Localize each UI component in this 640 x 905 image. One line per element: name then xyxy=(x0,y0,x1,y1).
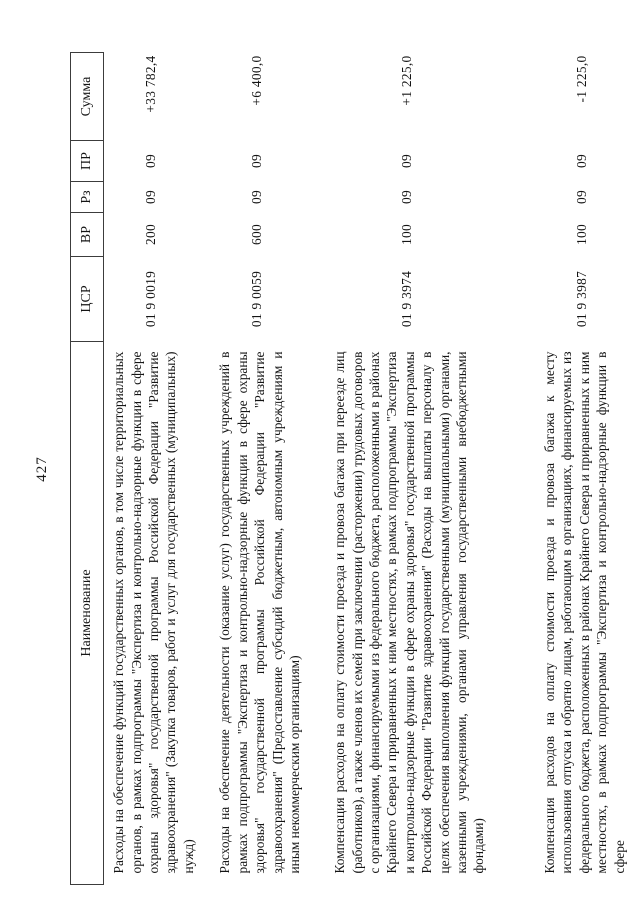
csr-cell: 01 9 0059 xyxy=(249,270,264,328)
csr-cell: 01 9 3974 xyxy=(398,270,414,328)
pr-cell: 09 xyxy=(398,154,414,168)
name-cell: Расходы на обеспечение функций государственных органов, в том числе территориальных органов, в рамках подпрограммы "Экспертиза и контрольно-надзорные функции в сфере охраны здоровья" государственной программы Российской Федерации "Развитие здравоохранения" (Закупка товаров, работ и услуг для государственных (муниципальных) нужд) xyxy=(111,351,196,874)
pr-cell: 09 xyxy=(573,154,589,168)
name-cell: Компенсация расходов на оплату стоимости проезда и провоза багажа при переезде лиц (работников), а также членов их семей при заключении (расторжении) трудовых договоров с организациями, финансируемыми из федерального бюджета, расположенными в районах Крайнего Севера и приравненных к ним местностях, в рамках подпрограммы "Экспертиза и контрольно-надзорные функции в сфере охраны здоровья" государственной программы Российской Федерации "Развитие здравоохранения" (Расходы на выплаты персоналу в целях обеспечения выполнения функций государственными (муниципальными) органами, казенными учреждениями, органами управления государственными внебюджетными фондами) xyxy=(332,351,487,874)
csr-cell: 01 9 3987 xyxy=(573,270,589,328)
table-row xyxy=(198,53,317,885)
table-header-row xyxy=(71,53,104,885)
table-row xyxy=(104,53,198,885)
table-row xyxy=(497,53,640,885)
rz-cell: 09 xyxy=(142,190,158,204)
name-cell: Компенсация расходов на оплату стоимости проезда и провоза багажа к месту использования отпуска и обратно лицам, работающим в организациях, финансируемых из федерального бюджета, расположенных в районах Крайнего Севера и приравненных к ним местностях, в рамках подпрограммы "Экспертиза и контрольно-надзорные функции в сфере xyxy=(541,351,627,874)
vr-cell: 100 xyxy=(398,224,414,245)
vr-cell: 100 xyxy=(573,224,589,245)
pr-cell: 09 xyxy=(249,154,264,168)
name-cell: Расходы на обеспечение деятельности (оказание услуг) государственных учреждений в рамках подпрограммы "Экспертиза и контрольно-надзорные функции в сфере охраны здоровья" государственной программы Российской Федерации "Развитие здравоохранения" (Предоставление субсидий бюджетным, автономным учреждениям и иным некоммерческим организациям) xyxy=(217,351,303,874)
sum-cell: +1 225,0 xyxy=(398,55,414,106)
header-sum: Сумма xyxy=(71,53,104,141)
rz-cell: 09 xyxy=(573,190,589,204)
header-pr: ПР xyxy=(71,141,104,182)
vr-cell: 200 xyxy=(142,224,158,245)
csr-cell: 01 9 0019 xyxy=(142,270,158,328)
vr-cell: 600 xyxy=(249,224,264,245)
budget-table xyxy=(70,52,640,885)
pr-cell: 09 xyxy=(142,154,158,168)
rz-cell: 09 xyxy=(398,190,414,204)
header-csr: ЦСР xyxy=(71,257,104,342)
sum-cell: +6 400,0 xyxy=(249,55,264,106)
header-rz: Рз xyxy=(71,182,104,213)
table-row xyxy=(317,53,497,885)
header-name: Наименование xyxy=(71,342,104,885)
sum-cell: +33 782,4 xyxy=(142,55,158,113)
page-number: 427 xyxy=(34,456,50,482)
sum-cell: -1 225,0 xyxy=(573,55,589,103)
rz-cell: 09 xyxy=(249,190,264,204)
header-vr: ВР xyxy=(71,213,104,257)
